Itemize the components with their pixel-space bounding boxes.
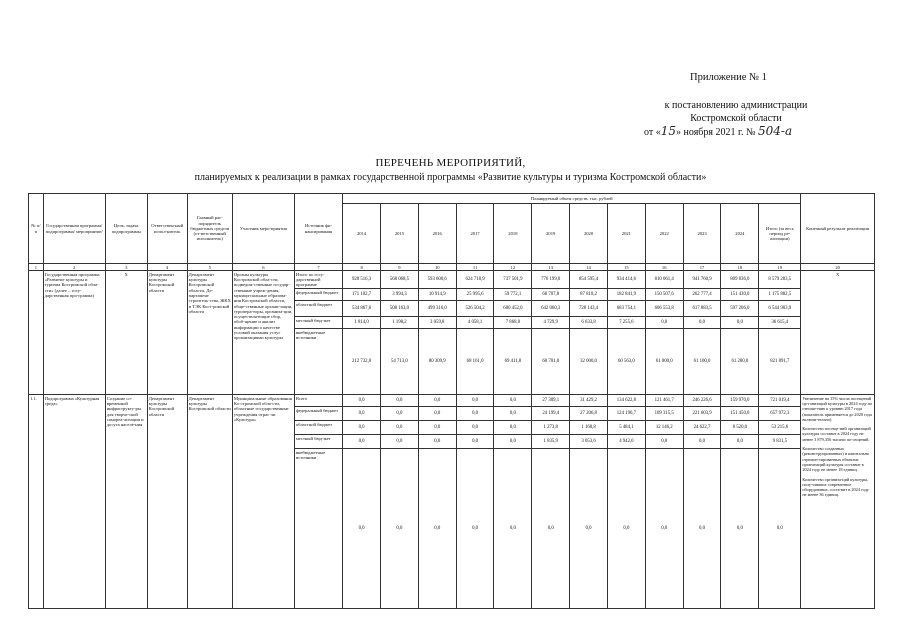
cell-total: 53 215,6 [759,421,801,435]
cell-value: 1 835,9 [532,435,570,449]
cell-value: 212 732,0 [343,329,381,395]
col-header-year: 2019 [532,204,570,264]
cell-value: 124 196,7 [607,407,645,421]
cell-value: 1 814,0 [343,317,381,329]
col-number: 12 [494,264,532,271]
cell-manager: Департамент культуры Костромской области, Де-партамент строитель-ства, ЖКХ и ТЭК Кост-ромской области [187,271,232,395]
cell-value: 80 309,9 [418,329,456,395]
cell-source: федеральный бюджет [294,289,342,301]
cell-value: 920 516,3 [343,271,381,289]
cell-value: 151 450,0 [721,407,759,421]
cell-value: 642 060,3 [532,301,570,317]
cell-value: 0,0 [683,435,721,449]
cell-value: 0,0 [683,317,721,329]
cell-goal: Х [105,271,147,395]
cell-value: 0,0 [494,449,532,609]
cell-participants: Органы культуры Костромской обла-сти, подведом-ственные государ-ственные учреж-дения, муници-пальные образова-ния Костромской области, обще-ственные органи-зации, туропера-торы, организа-ции, осуществля-ющие сбор, обоб-щение и анализ информации о качестве условий оказания услуг организациями культуры [232,271,294,395]
cell-value: 499 316,0 [418,301,456,317]
result-block: Количество посеще-ний организаций культуры составит в 2024 году не менее 3 879,356 тысячи по-сещений. [802,426,871,442]
cell-program: Государственная программа «Развитие культуры и туризма Костромской обла-сти» (далее – госу-дарственная про-грамма) [43,271,105,395]
cell-value: 134 622,8 [607,395,645,407]
cell-value: 0,0 [721,435,759,449]
col-header-year: 2024 [721,204,759,264]
col-header-program: Государственная программа/ подпрограмма/ мероприятие/ [43,194,105,264]
cell-value: 151 430,0 [721,289,759,301]
cell-value: 0,0 [645,317,683,329]
cell-value: 0,0 [456,407,494,421]
cell-value: 0,0 [721,317,759,329]
col-header-total: Итого (за весь период ре-ализации) [759,204,801,264]
col-header-executor: Ответствен-ный испол-нитель [147,194,187,264]
cell-value: 24 622,7 [683,421,721,435]
cell-value: 0,0 [494,435,532,449]
cell-value: 25 995,6 [456,289,494,301]
cell-value: 0,0 [721,449,759,609]
col-header-year: 2023 [683,204,721,264]
cell-value: 593 600,6 [418,271,456,289]
cell-value: 0,0 [456,449,494,609]
cell-num [29,271,44,395]
table-row [29,271,875,289]
cell-value: 0,0 [494,421,532,435]
cell-value: 3 053,6 [570,435,608,449]
document-subtitle: планируемых к реализации в рамках государственной программы «Развитие культуры и туризма Костромской области» [194,172,707,183]
cell-value: 3 994,3 [381,289,419,301]
col-header-year: 2017 [456,204,494,264]
decree-mid: » ноября 2021 г. № [676,127,756,138]
col-header-goal: Цель, задача подпрограммы [105,194,147,264]
cell-value: 0,0 [381,435,419,449]
cell-value: 526 504,2 [456,301,494,317]
cell-value: 7 255,6 [607,317,645,329]
cell-value: 606 553,8 [645,301,683,317]
cell-value: 150 507,6 [645,289,683,301]
cell-value: 0,0 [683,449,721,609]
col-number: 20 [801,264,875,271]
cell-value: 5 484,1 [607,421,645,435]
cell-value: 8 520,0 [721,421,759,435]
cell-value: 4 058,1 [456,317,494,329]
col-number: 11 [456,264,494,271]
result-block: Количество организа-ций культуры, полу-чивших современное оборудование, соста-вит в 2024 году не менее 36 единиц. [802,476,870,498]
col-number: 8 [343,264,381,271]
cell-total: 8 579 283,5 [759,271,801,289]
cell-value: 54 713,0 [381,329,419,395]
cell-value: 0,0 [456,421,494,435]
cell-value: 0,0 [343,421,381,435]
col-number: 4 [147,264,187,271]
cell-value: 159 970,0 [721,395,759,407]
cell-value: 0,0 [418,395,456,407]
cell-participants: Муниципальные образования Ко-стромской обла-сти, областные государственные учреждения отрас-ли «Культура» [232,395,294,609]
cell-value: 683 754,1 [607,301,645,317]
cell-value: 262 777,4 [683,289,721,301]
cell-value: 61 200,0 [721,329,759,395]
decree-line-3 [606,125,866,140]
cell-source: Итого по госу-дарственной программе [294,271,342,289]
cell-total: 721 019,4 [759,395,801,407]
cell-value: 0,0 [532,449,570,609]
col-header-year: 2022 [645,204,683,264]
cell-total: 6 544 903,9 [759,301,801,317]
cell-value: 0,0 [494,407,532,421]
col-header-volume-group: Планируемый объем средств, тыс. рублей [343,194,801,204]
table-row [29,395,875,407]
cell-value: 61 000,0 [645,329,683,395]
cell-total: 821 891,7 [759,329,801,395]
cell-result [801,395,875,609]
cell-value: 0,0 [570,449,608,609]
decree-line-2: Костромской области [690,112,782,124]
cell-value: 4 729,9 [532,317,570,329]
cell-value: 0,0 [456,395,494,407]
cell-executor: Департамент культуры Костромской области [147,271,187,395]
col-number: 19 [759,264,801,271]
cell-value: 0,0 [607,449,645,609]
col-number: 5 [187,264,232,271]
cell-value: 810 061,4 [645,271,683,289]
cell-value: 0,0 [381,449,419,609]
cell-value: 27 309,1 [532,395,570,407]
col-header-year: 2018 [494,204,532,264]
col-number: 10 [418,264,456,271]
col-number: 14 [570,264,608,271]
cell-source: Всего [294,395,342,407]
cell-value: 617 883,5 [683,301,721,317]
result-block: Количество созданных (реконструированных) и капитально отремон-тированных объектов организаций культуры составит в 2024 году не менее 18 единиц. [802,446,870,473]
cell-value: 0,0 [343,395,381,407]
cell-result: Х [801,271,875,395]
cell-value: 121 461,7 [645,395,683,407]
col-number: 13 [532,264,570,271]
col-header-result: Конечный результат реализации [801,194,875,264]
col-header-source: Источник фи-нансирования [294,194,342,264]
cell-executor: Департамент культуры Костромской области [147,395,187,609]
col-header-num: № п/п [29,194,44,264]
col-number: 6 [232,264,294,271]
cell-value: 60 701,0 [532,329,570,395]
document-title: ПЕРЕЧЕНЬ МЕРОПРИЯТИЙ, [375,157,526,169]
cell-source: областной бюджет [294,301,342,317]
col-number: 18 [721,264,759,271]
cell-value: 1 273,8 [532,421,570,435]
cell-value: 1 168,8 [570,421,608,435]
cell-value: 0,0 [343,449,381,609]
cell-value: 934 414,6 [607,271,645,289]
cell-value: 0,0 [456,435,494,449]
col-number: 16 [645,264,683,271]
col-header-manager: Главный рас-порядитель бюджетных средств (от-ветственный исполнитель) [187,194,232,264]
col-header-year: 2016 [418,204,456,264]
cell-value: 87 818,2 [570,289,608,301]
cell-value: 568 068,5 [381,271,419,289]
cell-value: 59 772,1 [494,289,532,301]
cell-value: 4 942,0 [607,435,645,449]
cell-source: внебюджетные источники [294,449,342,609]
cell-value: 0,0 [418,449,456,609]
cell-value: 854 595,4 [570,271,608,289]
cell-value: 68 707,8 [532,289,570,301]
col-header-year: 2021 [607,204,645,264]
cell-value: 7 868,0 [494,317,532,329]
appendix-label: Приложение № 1 [690,72,767,83]
decree-day-handwritten: 15 [660,124,677,138]
cell-value: 534 867,6 [343,301,381,317]
cell-num: 1.1. [29,395,44,609]
col-number: 2 [43,264,105,271]
col-header-year: 2015 [381,204,419,264]
col-number: 17 [683,264,721,271]
cell-value: 1 198,2 [381,317,419,329]
cell-value: 109 315,5 [645,407,683,421]
cell-value: 0,0 [381,421,419,435]
cell-total: 36 615,4 [759,317,801,329]
cell-value: 0,0 [418,407,456,421]
col-number: 1 [29,264,44,271]
cell-value: 508 163,0 [381,301,419,317]
cell-value: 0,0 [645,435,683,449]
cell-value: 0,0 [494,395,532,407]
col-number: 7 [294,264,342,271]
cell-value: 24 199,4 [532,407,570,421]
col-header-year: 2014 [343,204,381,264]
cell-value: 171 102,7 [343,289,381,301]
decree-line-1: к постановлению администрации [664,100,808,111]
cell-value: 624 718,9 [456,271,494,289]
cell-manager: Департамент культуры Костромской области [187,395,232,609]
cell-value: 246 226,6 [683,395,721,407]
cell-value: 809 836,0 [721,271,759,289]
cell-total: 9 831,5 [759,435,801,449]
cell-value: 60 563,0 [607,329,645,395]
cell-source: местный бюд-жет [294,317,342,329]
cell-total: 1 175 882,5 [759,289,801,301]
cell-value: 182 841,9 [607,289,645,301]
decree-prefix: от « [644,127,661,138]
cell-value: 27 206,8 [570,407,608,421]
cell-total: 657 972,3 [759,407,801,421]
cell-value: 776 199,0 [532,271,570,289]
cell-program: Подпрограмма «Культурная среда» [43,395,105,609]
cell-value: 728 143,4 [570,301,608,317]
cell-value: 32 000,0 [570,329,608,395]
cell-value: 10 914,9 [418,289,456,301]
result-block: Увеличение на 15% числа посещений ор-ганизаций культуры в 2024 году по отноше-нию к уровню 2017 года (показатель применяется до 2020 года включи-тельно). [802,395,873,422]
column-number-row [29,264,875,271]
cell-value: 61 100,0 [683,329,721,395]
cell-value: 69 411,8 [494,329,532,395]
col-header-participants: Участник меро-приятия [232,194,294,264]
cell-source: федеральный бюджет [294,407,342,421]
col-number: 3 [105,264,147,271]
decree-reference [606,100,866,140]
decree-number-handwritten: 504-а [758,124,793,138]
cell-value: 600 452,0 [494,301,532,317]
cell-value: 12 146,2 [645,421,683,435]
cell-value: 0,0 [381,395,419,407]
cell-value: 68 161,0 [456,329,494,395]
col-header-year: 2020 [570,204,608,264]
col-number: 9 [381,264,419,271]
cell-value: 0,0 [645,449,683,609]
cell-value: 941 760,9 [683,271,721,289]
cell-value: 3 059,8 [418,317,456,329]
cell-value: 0,0 [418,435,456,449]
cell-value: 737 501,9 [494,271,532,289]
cell-value: 0,0 [418,421,456,435]
cell-value: 6 633,8 [570,317,608,329]
cell-goal: Создание со-временной инфраструкту-ры для творче-ской самореа-лизации и досуга населе-ния [105,395,147,609]
cell-total: 0,0 [759,449,801,609]
cell-source: областной бюджет [294,421,342,435]
cell-source: местный бюд-жет [294,435,342,449]
col-number: 15 [607,264,645,271]
cell-source: внебюджетные источники [294,329,342,395]
cell-value: 0,0 [343,407,381,421]
cell-value: 31 429,2 [570,395,608,407]
cell-value: 221 603,9 [683,407,721,421]
measures-table [28,193,875,609]
cell-value: 0,0 [343,435,381,449]
cell-value: 0,0 [381,407,419,421]
cell-value: 597 206,0 [721,301,759,317]
